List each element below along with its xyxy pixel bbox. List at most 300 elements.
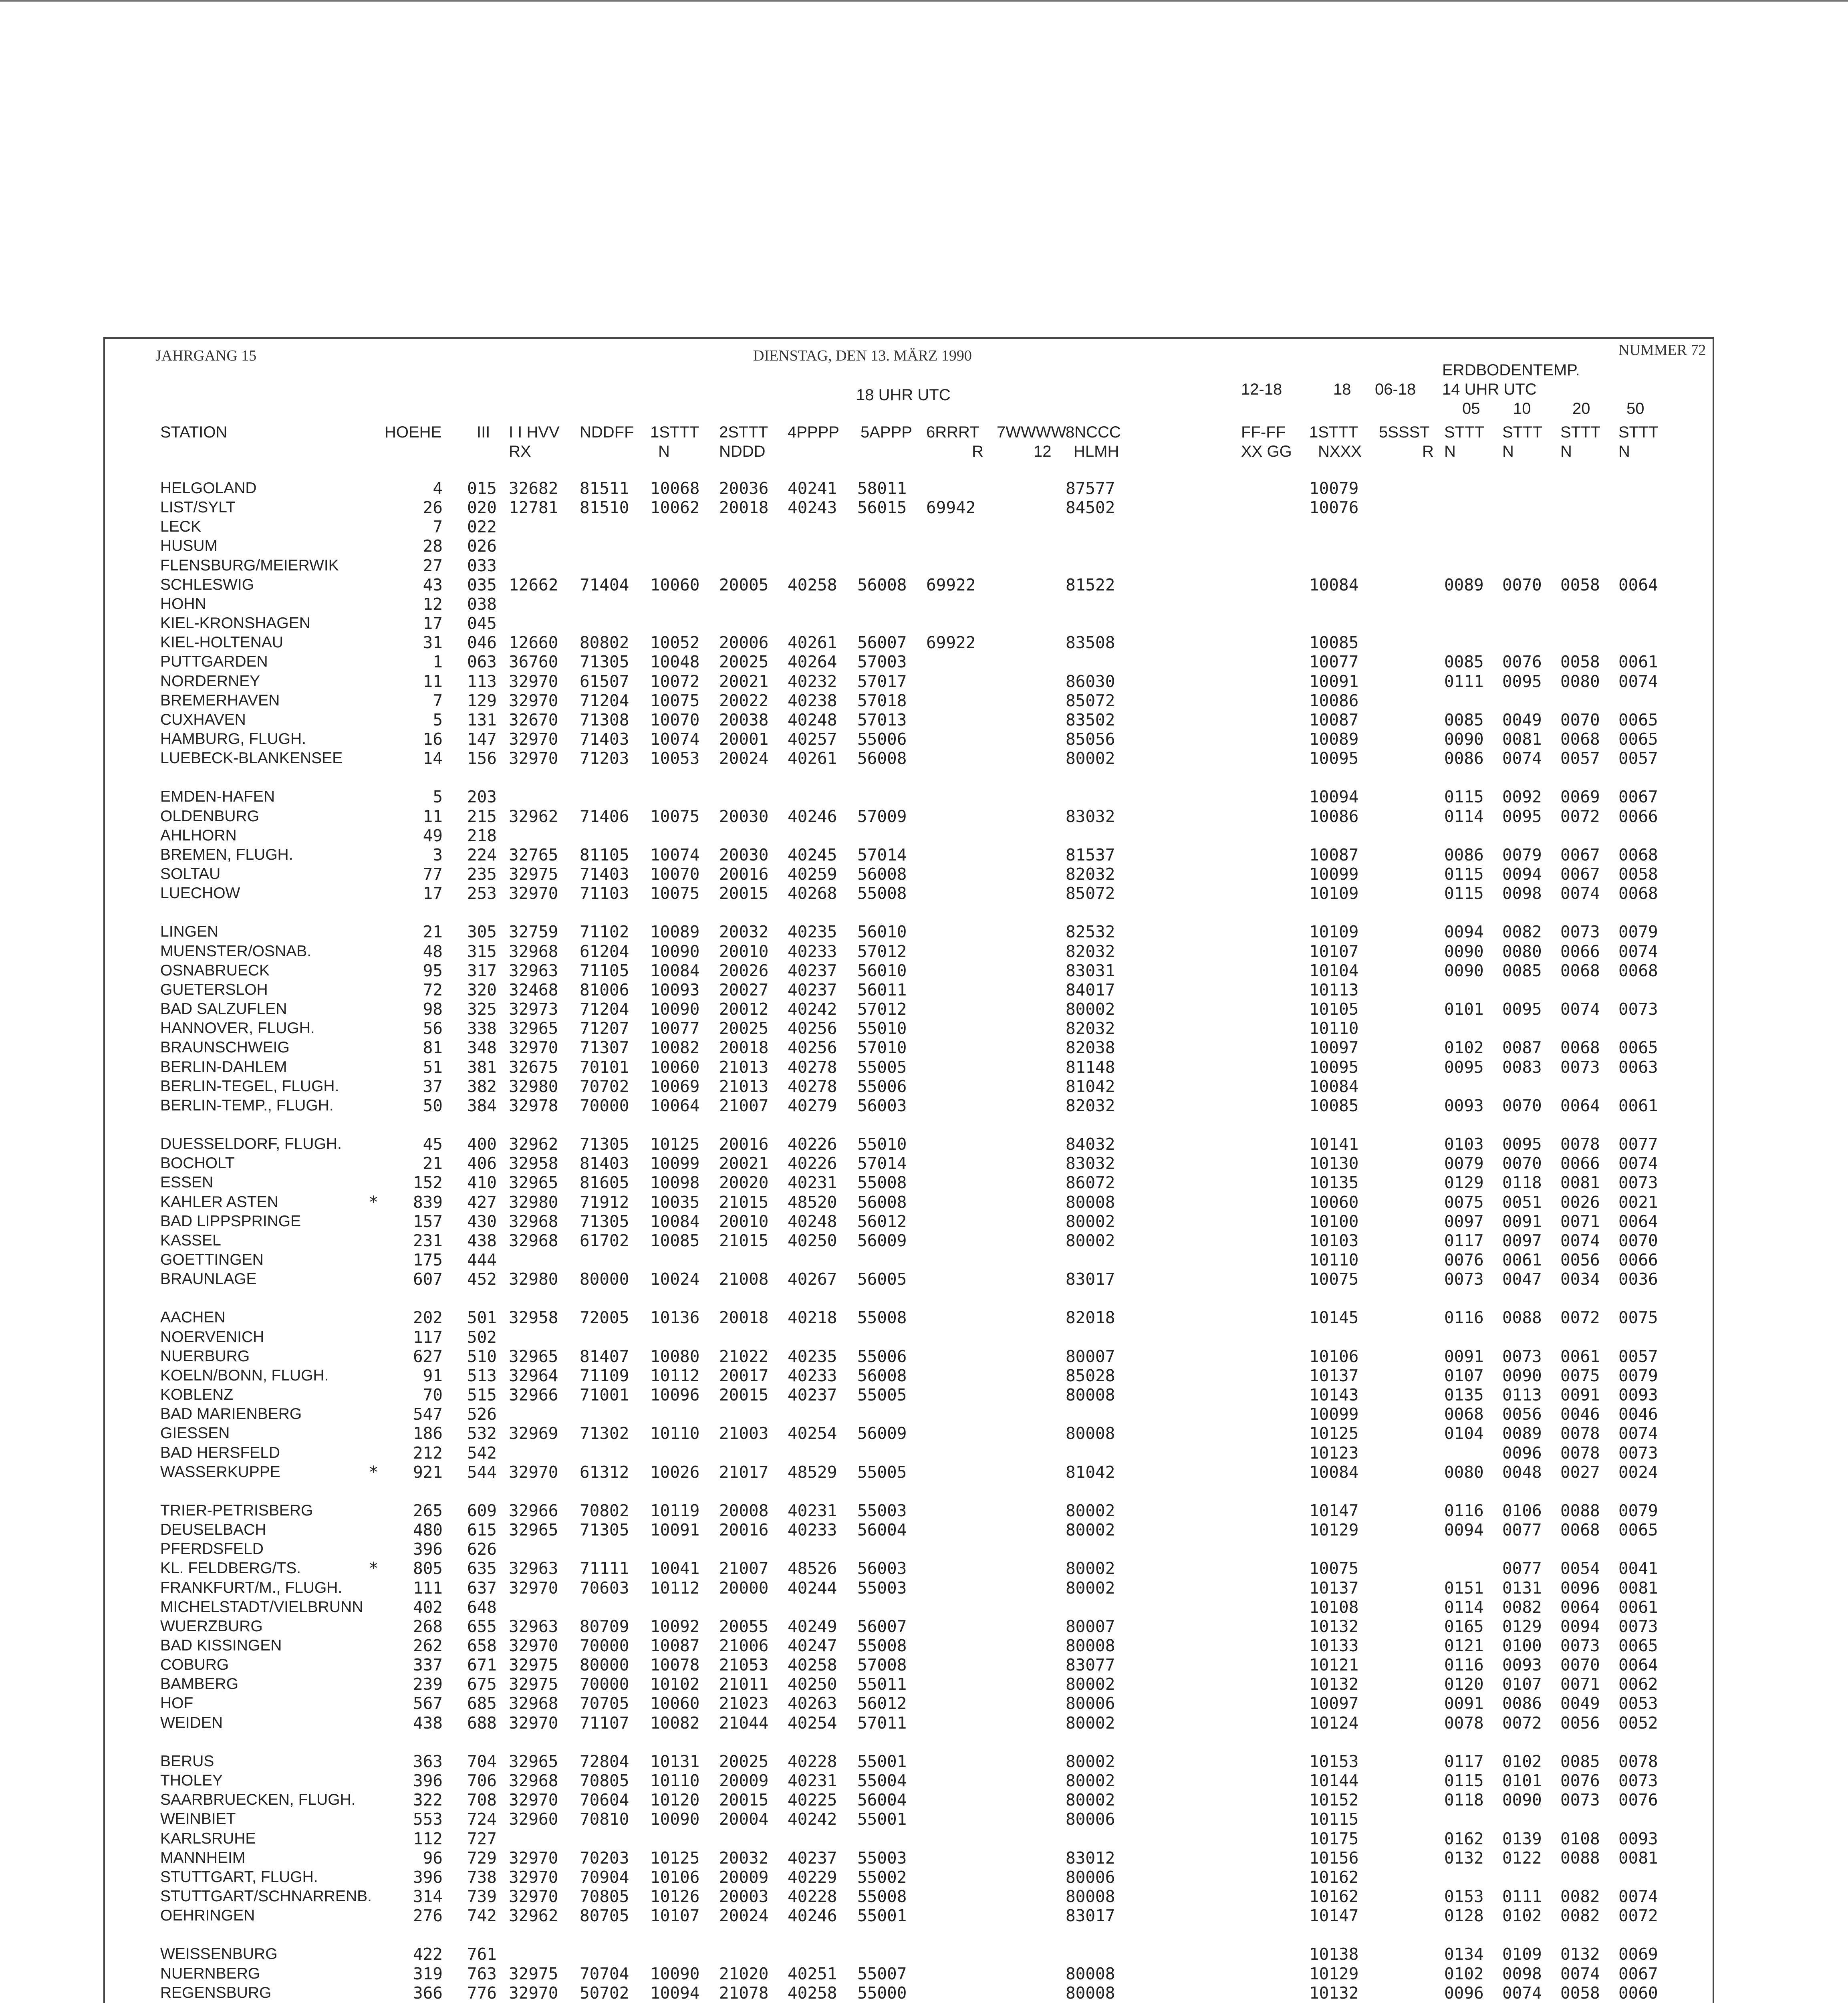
table-cell: 56010 [857, 961, 907, 980]
table-cell: 10133 [1309, 1636, 1359, 1655]
table-cell: 80007 [1066, 1346, 1115, 1366]
table-cell: 82018 [1066, 1308, 1115, 1328]
table-cell: 10097 [1309, 1694, 1359, 1713]
table-cell: 20024 [719, 1906, 769, 1926]
table-cell: 0052 [1618, 1713, 1658, 1733]
table-cell: 32968 [509, 1694, 558, 1713]
table-cell: 0061 [1618, 1597, 1658, 1617]
table-cell: 763 [467, 1964, 497, 1983]
table-cell: 10090 [650, 1810, 700, 1829]
table-cell: 10143 [1309, 1385, 1359, 1405]
table-cell: 20026 [719, 961, 769, 980]
table-cell: 20009 [719, 1867, 769, 1887]
table-cell: 338 [467, 1019, 497, 1038]
table-cell: 063 [467, 652, 497, 672]
table-cell: 40246 [788, 1906, 837, 1926]
table-cell: 57003 [857, 652, 907, 672]
station-name: KARLSRUHE [160, 1830, 256, 1847]
table-cell: 80008 [1066, 1385, 1115, 1405]
table-cell: 0058 [1618, 864, 1658, 884]
table-cell: 55011 [857, 1675, 907, 1694]
table-cell: 32958 [509, 1308, 558, 1328]
table-cell: 0068 [1618, 961, 1658, 980]
table-cell: 80008 [1066, 1964, 1115, 1983]
table-cell: 10089 [1309, 729, 1359, 749]
table-cell: 0066 [1560, 1154, 1600, 1173]
table-cell: 56011 [857, 980, 907, 999]
table-cell: 85072 [1066, 691, 1115, 710]
table-cell: 20032 [719, 922, 769, 942]
table-cell: 40242 [788, 1810, 837, 1829]
table-cell: 0089 [1444, 575, 1484, 594]
table-cell: 10110 [1309, 1250, 1359, 1270]
table-cell: 0076 [1618, 1790, 1658, 1810]
table-cell: 10076 [1309, 498, 1359, 518]
table-cell: 0107 [1502, 1675, 1542, 1694]
table-cell: 20008 [719, 1501, 769, 1520]
col-c7-sub: R [972, 443, 983, 460]
issue-number: NUMMER 72 [1618, 342, 1706, 359]
table-cell: 81522 [1066, 575, 1115, 594]
table-cell: 40258 [788, 1655, 837, 1675]
table-cell: 40248 [788, 710, 837, 729]
table-cell: 410 [467, 1173, 497, 1193]
table-cell: 70000 [580, 1675, 629, 1694]
table-cell: 10137 [1309, 1578, 1359, 1598]
table-cell: 55008 [857, 1173, 907, 1193]
table-cell: 0078 [1618, 1751, 1658, 1771]
table-cell: 0046 [1560, 1405, 1600, 1424]
station-name: BERLIN-DAHLEM [160, 1058, 287, 1076]
table-cell: 10094 [1309, 787, 1359, 807]
station-name: GOETTINGEN [160, 1251, 264, 1268]
table-cell: 20010 [719, 941, 769, 961]
station-name: AHLHORN [160, 826, 237, 844]
station-name: BAD MARIENBERG [160, 1405, 302, 1423]
table-cell: 45 [423, 1134, 443, 1154]
table-cell: 10087 [1309, 710, 1359, 729]
table-cell: 704 [467, 1751, 497, 1771]
table-cell: 32970 [509, 1983, 558, 2003]
table-cell: 921 [413, 1462, 443, 1482]
station-name: KIEL-KRONSHAGEN [160, 615, 310, 632]
table-cell: 1 [433, 652, 443, 672]
table-cell: 10108 [1309, 1597, 1359, 1617]
table-cell: 0078 [1560, 1443, 1600, 1463]
table-cell: 71111 [580, 1559, 629, 1578]
table-cell: 253 [467, 884, 497, 903]
table-cell: 83017 [1066, 1270, 1115, 1289]
table-cell: 0070 [1560, 1655, 1600, 1675]
table-cell: 0069 [1618, 1945, 1658, 1964]
table-cell: 40226 [788, 1134, 837, 1154]
table-cell: 0074 [1618, 1424, 1658, 1443]
table-cell: 0073 [1618, 1771, 1658, 1791]
table-cell: 71404 [580, 575, 629, 594]
table-cell: 0070 [1560, 710, 1600, 729]
station-name: BERLIN-TEMP., FLUGH. [160, 1096, 334, 1114]
period-12-18: 12-18 [1241, 381, 1282, 398]
table-cell: 215 [467, 806, 497, 826]
table-cell: 20038 [719, 710, 769, 729]
station-name: KASSEL [160, 1231, 221, 1249]
table-cell: 40244 [788, 1578, 837, 1598]
table-cell: 20030 [719, 806, 769, 826]
table-cell: 0095 [1444, 1057, 1484, 1077]
table-cell: 0054 [1560, 1559, 1600, 1578]
table-cell: 20020 [719, 1173, 769, 1193]
table-cell: 10070 [650, 864, 700, 884]
table-cell: 82532 [1066, 922, 1115, 942]
table-cell: 70604 [580, 1790, 629, 1810]
table-cell: 0058 [1560, 575, 1600, 594]
table-cell: 026 [467, 536, 497, 556]
table-cell: 32675 [509, 1057, 558, 1077]
table-cell: 0115 [1444, 787, 1484, 807]
table-cell: 10145 [1309, 1308, 1359, 1328]
table-cell: 20025 [719, 1019, 769, 1038]
table-cell: 0064 [1618, 1211, 1658, 1231]
table-cell: 83077 [1066, 1655, 1115, 1675]
table-cell: 21 [423, 922, 443, 942]
table-cell: 020 [467, 498, 497, 518]
table-cell: 80006 [1066, 1694, 1115, 1713]
table-cell: 113 [467, 671, 497, 691]
table-cell: 0073 [1618, 1443, 1658, 1463]
table-cell: 83012 [1066, 1848, 1115, 1868]
table-cell: 0153 [1444, 1886, 1484, 1906]
table-cell: 0082 [1560, 1886, 1600, 1906]
table-cell: 0079 [1618, 1501, 1658, 1520]
table-cell: 32970 [509, 729, 558, 749]
table-cell: 71302 [580, 1424, 629, 1443]
station-name: HOHN [160, 595, 206, 613]
table-cell: 40231 [788, 1173, 837, 1193]
table-cell: 402 [413, 1597, 443, 1617]
table-cell: 0072 [1502, 1713, 1542, 1733]
table-cell: 80002 [1066, 1713, 1115, 1733]
table-cell: 70802 [580, 1501, 629, 1520]
station-name: STUTTGART/SCHNARRENB. [160, 1887, 372, 1905]
col-c7: 6RRRT [926, 423, 979, 441]
table-cell: 20006 [719, 633, 769, 653]
table-cell: 17 [423, 614, 443, 633]
table-cell: 0047 [1502, 1270, 1542, 1289]
station-name: LINGEN [160, 923, 219, 941]
table-cell: 81042 [1066, 1076, 1115, 1096]
station-name: DEUSELBACH [160, 1521, 266, 1539]
table-cell: 0056 [1502, 1405, 1542, 1424]
station-name: HAMBURG, FLUGH. [160, 730, 306, 748]
table-cell: 20018 [719, 1038, 769, 1058]
table-cell: 81 [423, 1038, 443, 1058]
table-cell: 10099 [1309, 1405, 1359, 1424]
table-cell: 20036 [719, 479, 769, 498]
table-cell: 10062 [650, 498, 700, 518]
table-cell: 0080 [1502, 941, 1542, 961]
table-cell: 10120 [650, 1790, 700, 1810]
table-cell: 26 [423, 498, 443, 518]
table-cell: 32965 [509, 1751, 558, 1771]
table-cell: 0091 [1560, 1385, 1600, 1405]
table-cell: 10090 [650, 941, 700, 961]
table-cell: 21078 [719, 1983, 769, 2003]
table-cell: 40251 [788, 1964, 837, 1983]
table-cell: 32970 [509, 749, 558, 768]
table-cell: 0091 [1502, 1211, 1542, 1231]
table-cell: 71403 [580, 729, 629, 749]
table-cell: 400 [467, 1134, 497, 1154]
table-cell: 40250 [788, 1231, 837, 1250]
station-name: BRAUNLAGE [160, 1270, 257, 1288]
col-c9: 8NCCC [1066, 423, 1121, 441]
table-cell: 32670 [509, 710, 558, 729]
table-cell: 627 [413, 1346, 443, 1366]
table-cell: 0106 [1502, 1501, 1542, 1520]
table-cell: 0076 [1560, 1771, 1600, 1791]
table-cell: 0074 [1618, 671, 1658, 691]
table-cell: 70101 [580, 1057, 629, 1077]
table-cell: 28 [423, 536, 443, 556]
table-cell: 40267 [788, 1270, 837, 1289]
table-cell: 57017 [857, 671, 907, 691]
table-cell: 85028 [1066, 1366, 1115, 1385]
table-cell: 0090 [1444, 961, 1484, 980]
table-cell: 83032 [1066, 806, 1115, 826]
table-cell: 0027 [1560, 1462, 1600, 1482]
table-cell: 40268 [788, 884, 837, 903]
table-cell: 0086 [1502, 1694, 1542, 1713]
period-06-18: 06-18 [1375, 381, 1416, 398]
table-cell: 80000 [580, 1655, 629, 1675]
station-name: ESSEN [160, 1174, 214, 1191]
station-name: PUTTGARDEN [160, 653, 268, 671]
table-cell: 276 [413, 1906, 443, 1926]
table-cell: 0108 [1560, 1829, 1600, 1848]
table-cell: 71109 [580, 1366, 629, 1385]
table-cell: 0100 [1502, 1636, 1542, 1655]
station-name: KOBLENZ [160, 1386, 234, 1404]
table-cell: 21017 [719, 1462, 769, 1482]
table-cell: 20012 [719, 999, 769, 1019]
table-cell: 40258 [788, 1983, 837, 2003]
table-cell: 152 [413, 1173, 443, 1193]
station-name: BRAUNSCHWEIG [160, 1039, 290, 1056]
table-cell: 10087 [650, 1636, 700, 1655]
table-cell: 50702 [580, 1983, 629, 2003]
table-cell: 776 [467, 1983, 497, 2003]
table-cell: 0101 [1502, 1771, 1542, 1791]
table-cell: 10089 [650, 922, 700, 942]
station-name: OSNABRUECK [160, 961, 270, 979]
table-cell: 0097 [1444, 1211, 1484, 1231]
table-cell: 40225 [788, 1790, 837, 1810]
table-cell: 83508 [1066, 633, 1115, 653]
station-name: SOLTAU [160, 865, 221, 883]
table-cell: 40263 [788, 1694, 837, 1713]
table-cell: 71107 [580, 1713, 629, 1733]
col-c16: STTT [1618, 423, 1659, 441]
table-cell: 10098 [650, 1173, 700, 1193]
table-cell: 43 [423, 575, 443, 594]
table-cell: 0068 [1560, 1520, 1600, 1540]
table-cell: 609 [467, 1501, 497, 1520]
table-cell: 314 [413, 1886, 443, 1906]
table-cell: 10075 [1309, 1270, 1359, 1289]
table-cell: 231 [413, 1231, 443, 1250]
table-cell: 10125 [1309, 1424, 1359, 1443]
table-cell: 0102 [1444, 1038, 1484, 1058]
table-cell: 20022 [719, 691, 769, 710]
table-cell: 637 [467, 1578, 497, 1598]
table-cell: 0072 [1560, 806, 1600, 826]
table-cell: 0075 [1560, 1366, 1600, 1385]
table-cell: 85072 [1066, 884, 1115, 903]
table-cell: 0081 [1502, 729, 1542, 749]
table-cell: 81537 [1066, 845, 1115, 864]
table-cell: 80008 [1066, 1192, 1115, 1212]
table-cell: 0118 [1444, 1790, 1484, 1810]
table-cell: 0068 [1560, 1038, 1600, 1058]
table-cell: 0117 [1444, 1231, 1484, 1250]
table-cell: 32962 [509, 1906, 558, 1926]
table-cell: 40245 [788, 845, 837, 864]
table-cell: 32970 [509, 1886, 558, 1906]
table-cell: 268 [413, 1616, 443, 1636]
station-name: COBURG [160, 1656, 229, 1674]
table-cell: 10144 [1309, 1771, 1359, 1791]
table-cell: 40233 [788, 941, 837, 961]
table-cell: 10119 [650, 1501, 700, 1520]
table-cell: 10102 [650, 1675, 700, 1694]
table-cell: 384 [467, 1096, 497, 1115]
station-name: PFERDSFELD [160, 1540, 264, 1558]
table-cell: 0129 [1502, 1616, 1542, 1636]
table-cell: 452 [467, 1270, 497, 1289]
table-cell: 117 [413, 1327, 443, 1347]
table-cell: 96 [423, 1848, 443, 1868]
table-cell: 55006 [857, 1076, 907, 1096]
col-c12: 5SSST [1379, 423, 1430, 441]
table-cell: 32962 [509, 806, 558, 826]
table-cell: 0090 [1502, 1790, 1542, 1810]
station-name: LECK [160, 518, 201, 536]
table-cell: 32968 [509, 1771, 558, 1791]
table-cell: 0065 [1618, 729, 1658, 749]
table-cell: 10135 [1309, 1173, 1359, 1193]
table-cell: 32968 [509, 1211, 558, 1231]
table-cell: 86030 [1066, 671, 1115, 691]
table-cell: 0048 [1502, 1462, 1542, 1482]
table-cell: 32960 [509, 1810, 558, 1829]
table-cell: 21044 [719, 1713, 769, 1733]
table-cell: 84502 [1066, 498, 1115, 518]
table-cell: 57018 [857, 691, 907, 710]
table-cell: 55007 [857, 1964, 907, 1983]
table-cell: 10132 [1309, 1983, 1359, 2003]
station-name: SAARBRUECKEN, FLUGH. [160, 1791, 356, 1809]
table-cell: 32965 [509, 1346, 558, 1366]
table-cell: 739 [467, 1886, 497, 1906]
table-cell: 0094 [1560, 1616, 1600, 1636]
table-cell: 71204 [580, 999, 629, 1019]
table-cell: 0067 [1560, 845, 1600, 864]
table-cell: 0074 [1560, 999, 1600, 1019]
table-cell: 0072 [1618, 1906, 1658, 1926]
table-cell: 0073 [1502, 1346, 1542, 1366]
station-name: MUENSTER/OSNAB. [160, 942, 312, 960]
table-cell: 81403 [580, 1154, 629, 1173]
table-cell: 56009 [857, 1424, 907, 1443]
table-cell: 40235 [788, 1346, 837, 1366]
table-cell: 0074 [1618, 1154, 1658, 1173]
table-cell: 71102 [580, 922, 629, 942]
table-cell: 81042 [1066, 1462, 1115, 1482]
table-cell: 10060 [650, 575, 700, 594]
station-name: AACHEN [160, 1309, 226, 1326]
station-name: DUESSELDORF, FLUGH. [160, 1135, 342, 1153]
table-cell: 0093 [1502, 1655, 1542, 1675]
station-name: OEHRINGEN [160, 1907, 255, 1924]
table-cell: 40237 [788, 980, 837, 999]
table-cell: 51 [423, 1057, 443, 1077]
table-cell: 0094 [1444, 922, 1484, 942]
table-cell: 10085 [1309, 1096, 1359, 1115]
table-cell: 80705 [580, 1906, 629, 1926]
table-cell: 40246 [788, 806, 837, 826]
table-cell: 0090 [1444, 941, 1484, 961]
table-cell: 0095 [1502, 671, 1542, 691]
table-cell: 81511 [580, 479, 629, 498]
table-cell: 10099 [650, 1154, 700, 1173]
table-cell: 0096 [1444, 1983, 1484, 2003]
station-name: EMDEN-HAFEN [160, 788, 275, 806]
table-cell: 157 [413, 1211, 443, 1231]
table-cell: 56003 [857, 1559, 907, 1578]
table-cell: 724 [467, 1810, 497, 1829]
col-c10: FF-FF [1241, 423, 1286, 441]
table-cell: 32978 [509, 1096, 558, 1115]
table-cell: 55006 [857, 729, 907, 749]
table-cell: 17 [423, 884, 443, 903]
depth-20: 20 [1572, 400, 1590, 417]
table-cell: 40241 [788, 479, 837, 498]
table-cell: 10175 [1309, 1829, 1359, 1848]
table-cell: 10086 [1309, 691, 1359, 710]
table-cell: 10084 [1309, 1076, 1359, 1096]
station-name: WEINBIET [160, 1810, 236, 1828]
table-cell: 40238 [788, 691, 837, 710]
table-cell: 71103 [580, 884, 629, 903]
table-cell: 80002 [1066, 1501, 1115, 1520]
table-cell: 87577 [1066, 479, 1115, 498]
table-cell: 10026 [650, 1462, 700, 1482]
table-cell: 0077 [1618, 1134, 1658, 1154]
table-cell: 738 [467, 1867, 497, 1887]
table-cell: 0102 [1502, 1751, 1542, 1771]
table-cell: 0111 [1444, 671, 1484, 691]
table-cell: 61312 [580, 1462, 629, 1482]
table-cell: 0068 [1560, 729, 1600, 749]
table-cell: 56004 [857, 1790, 907, 1810]
table-cell: 615 [467, 1520, 497, 1540]
table-cell: 21 [423, 1154, 443, 1173]
table-cell: 0066 [1618, 1250, 1658, 1270]
station-name: NUERNBERG [160, 1965, 260, 1982]
table-cell: 50 [423, 1096, 443, 1115]
table-cell: 235 [467, 864, 497, 884]
col-c3: 1STTT [650, 423, 699, 441]
